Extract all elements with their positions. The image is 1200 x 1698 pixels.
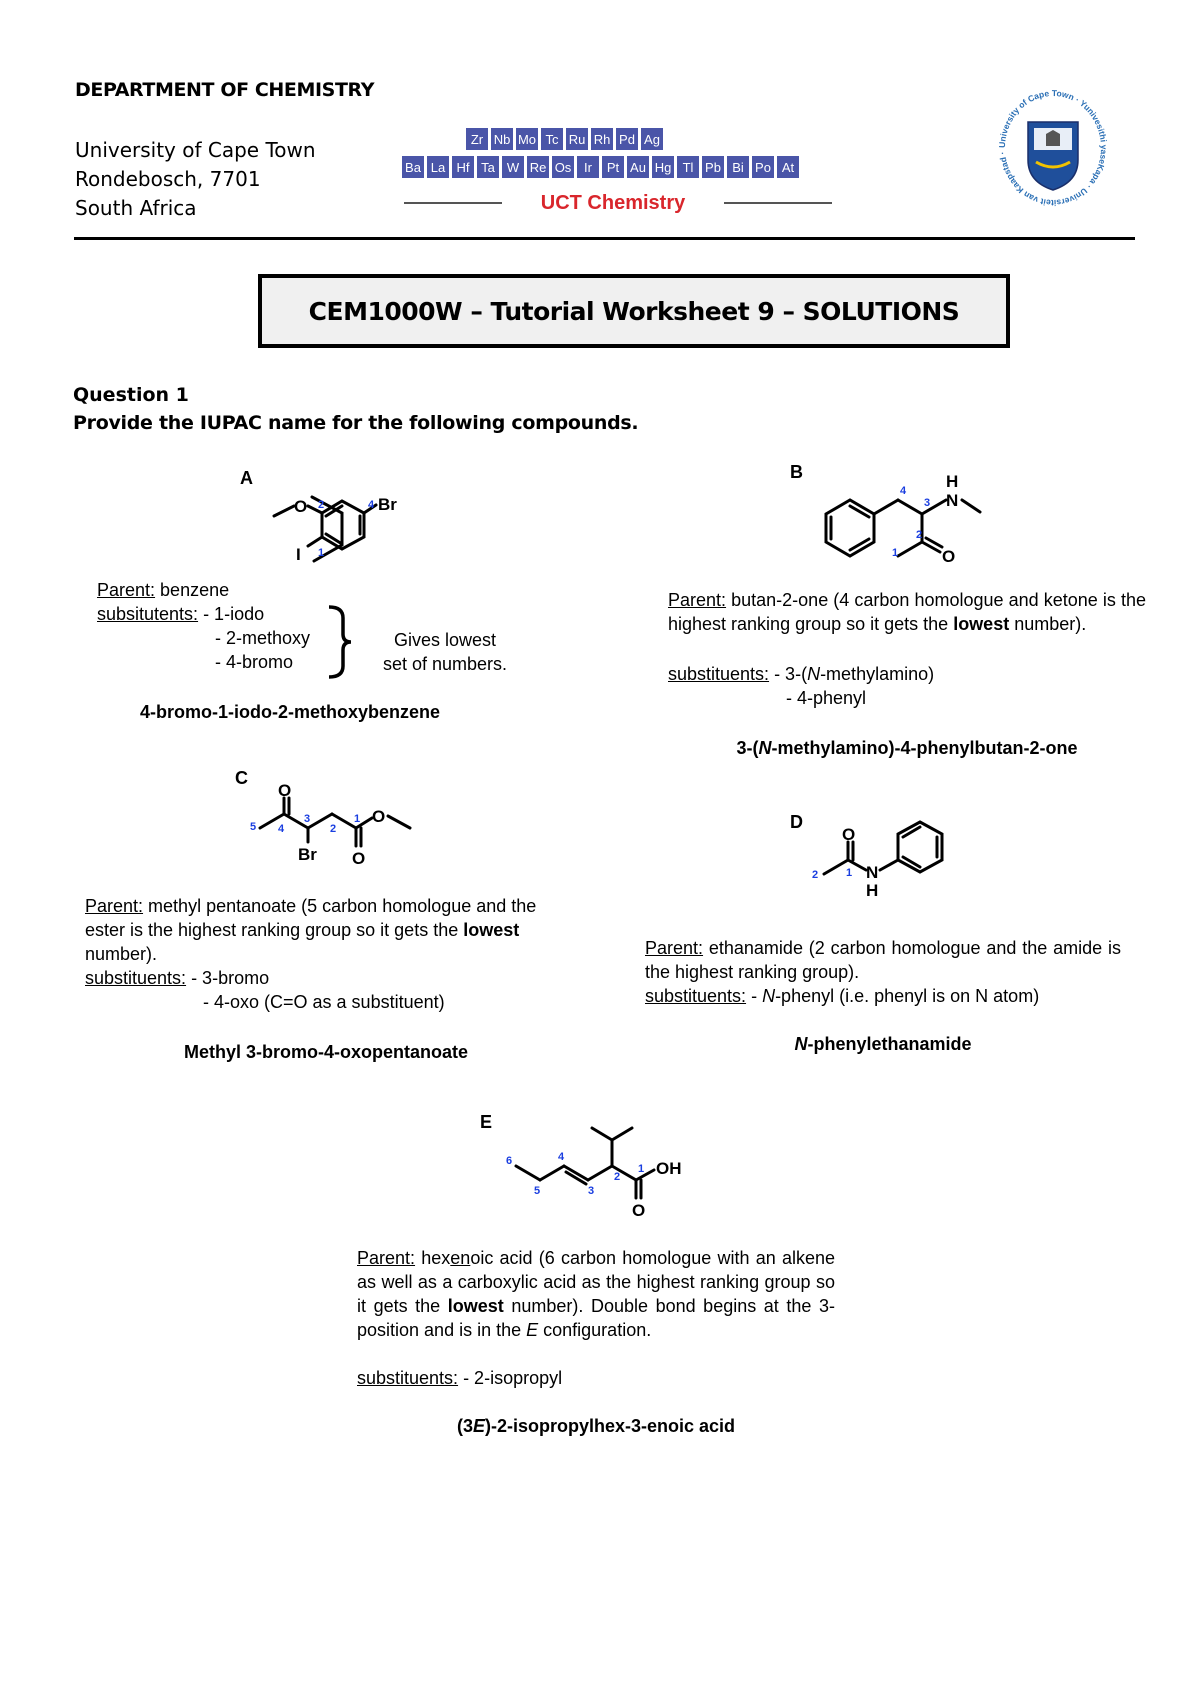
compound-b-substituents: substituents: - 3-(N-methylamino) - 4-phenyl (668, 664, 935, 708)
compound-d-structure (806, 822, 966, 912)
locant: 2 (916, 529, 923, 541)
element-symbol: Pt (606, 160, 620, 175)
compound-a-note: Gives lowest set of numbers. (382, 630, 508, 674)
locant: 5 (250, 821, 257, 833)
atom-o: O (278, 781, 292, 800)
compound-a-answer: 4-bromo-1-iodo-2-methoxybenzene (139, 702, 441, 722)
compound-d-label: D (790, 812, 803, 832)
header-rule (74, 237, 1135, 240)
compound-c-substituents: substituents: - 3-bromo - 4-oxo (C=O as a substituent) (85, 968, 445, 1012)
compound-c-answer: Methyl 3-bromo-4-oxopentanoate (183, 1042, 469, 1062)
atom-i: I (296, 545, 301, 564)
compound-d-parent: Parent: ethanamide (2 carbon homologue and the amide is the highest ranking group). (645, 938, 1121, 982)
element-symbol: Tc (545, 132, 559, 147)
compound-e-answer: (3E)-2-isopropylhex-3-enoic acid (456, 1416, 736, 1436)
locant: 2 (812, 869, 819, 881)
banner-row-bottom (402, 156, 799, 178)
compound-a-parent: Parent: benzene subsitutents: - 1-iodo - 2-methoxy - 4-bromo (97, 580, 311, 672)
title-box (258, 274, 1010, 348)
compound-c-structure (246, 778, 426, 878)
department-name: DEPARTMENT OF CHEMISTRY (75, 79, 375, 101)
locant: 4 (278, 823, 285, 835)
element-symbol: Ta (481, 160, 495, 175)
university-crest-logo (996, 86, 1110, 210)
element-symbol: Pb (705, 160, 721, 175)
address-block (75, 136, 316, 223)
element-symbol: Hg (654, 160, 672, 175)
element-symbol: Tl (682, 160, 694, 175)
address-line: University of Cape Town (75, 138, 316, 162)
crest-ring-text: University of Cape Town · Yunivesithi yaseKapa · Universiteit van Kaapstad · (996, 87, 1110, 209)
element-symbol: Po (755, 160, 771, 175)
element-symbol: Nb (493, 132, 511, 147)
banner-row-top (466, 128, 663, 150)
atom-br: Br (298, 845, 317, 864)
atom-n: N (866, 863, 879, 882)
compound-e-structure (500, 1108, 700, 1222)
element-symbol: Ba (405, 160, 421, 175)
atom-o: O (372, 807, 386, 826)
compound-b-parent: Parent: butan-2-one (4 carbon homologue and ketone is the highest ranking group so it gets the lowest number). (668, 590, 1146, 634)
locant: 3 (304, 813, 311, 825)
locant: 1 (318, 547, 325, 559)
atom-o: O (632, 1201, 646, 1220)
atom-o: O (942, 547, 956, 566)
element-symbol: Bi (732, 160, 744, 175)
worksheet-title: CEM1000W – Tutorial Worksheet 9 – SOLUTIONS (308, 296, 960, 326)
element-symbol: Pd (619, 132, 635, 147)
locant: 1 (892, 547, 899, 559)
atom-br: Br (378, 495, 397, 514)
element-symbol: At (781, 160, 795, 175)
atom-nh: H (946, 472, 959, 491)
element-symbol: La (430, 160, 446, 175)
compound-a-structure (260, 480, 420, 570)
locant: 2 (318, 499, 325, 511)
atom-oh: OH (656, 1159, 682, 1178)
compound-e-substituents: substituents: - 2-isopropyl (357, 1368, 563, 1388)
element-symbol: Ag (644, 132, 660, 147)
atom-h: H (866, 881, 879, 900)
compound-d-answer: N-phenylethanamide (794, 1034, 972, 1054)
locant: 3 (924, 497, 931, 509)
element-symbol: Au (630, 160, 646, 175)
compound-c-label: C (235, 768, 248, 788)
locant: 5 (534, 1185, 541, 1197)
compound-c-parent: Parent: methyl pentanoate (5 carbon homologue and the ester is the highest ranking group so it gets the lowest number). (85, 896, 537, 964)
atom-o: O (842, 825, 856, 844)
locant: 1 (846, 867, 853, 879)
element-symbol: W (506, 160, 520, 175)
element-symbol: Zr (470, 132, 484, 147)
element-symbol: Ir (584, 160, 592, 175)
element-symbol: Mo (517, 132, 537, 147)
locant: 1 (354, 813, 361, 825)
compound-e-parent: Parent: hexenoic acid (6 carbon homologue with an alkene as well as a carboxylic acid as the highest ranking group so it gets the lowest number). Double bond begins at the 3-position and is in the E configuration. (357, 1248, 835, 1340)
address-line: South Africa (75, 196, 197, 220)
compound-b-label: B (790, 462, 803, 482)
question-heading: Question 1 (73, 384, 189, 406)
atom-o: O (352, 849, 366, 868)
locant: 1 (638, 1163, 645, 1175)
atom-o: O (294, 497, 308, 516)
element-symbol: Os (554, 160, 572, 175)
address-line: Rondebosch, 7701 (75, 167, 261, 191)
uct-chemistry-logo (392, 124, 847, 216)
locant: 2 (330, 823, 337, 835)
question-prompt: Provide the IUPAC name for the following compounds. (73, 412, 639, 434)
locant: 4 (558, 1151, 565, 1163)
locant: 3 (588, 1185, 595, 1197)
banner-caption: UCT Chemistry (540, 192, 686, 214)
compound-d-substituents: substituents: - N-phenyl (i.e. phenyl is on N atom) (645, 986, 1040, 1006)
compound-b-structure (816, 470, 996, 570)
atom-n: N (946, 491, 959, 510)
locant: 4 (900, 485, 907, 497)
compound-b-answer: 3-(N-methylamino)-4-phenylbutan-2-one (736, 738, 1078, 758)
compound-e-label: E (480, 1112, 493, 1132)
locant: 4 (368, 499, 375, 511)
locant: 2 (614, 1171, 621, 1183)
element-symbol: Rh (593, 132, 611, 147)
element-symbol: Re (529, 160, 547, 175)
locant: 6 (506, 1155, 513, 1167)
element-symbol: Hf (456, 160, 470, 175)
compound-a-label: A (240, 468, 253, 488)
curly-brace-icon (325, 604, 353, 680)
element-symbol: Ru (568, 132, 586, 147)
